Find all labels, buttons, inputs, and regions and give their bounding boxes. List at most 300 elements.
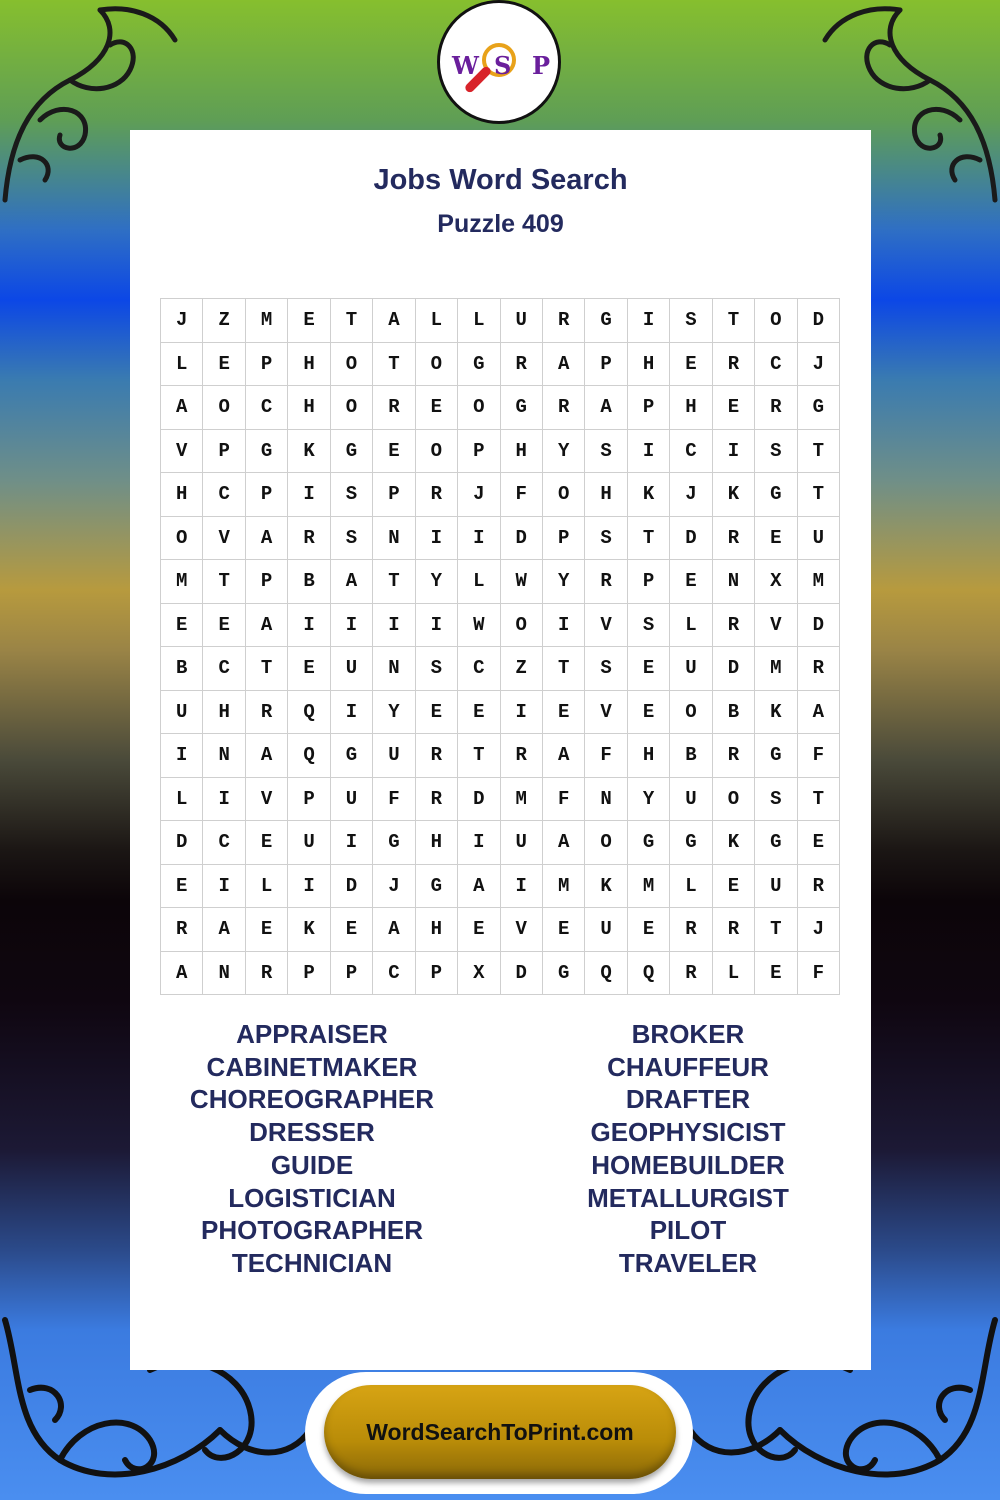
grid-cell[interactable]: I xyxy=(330,821,372,865)
grid-cell[interactable]: U xyxy=(330,647,372,691)
grid-row xyxy=(161,516,840,560)
grid-cell[interactable]: I xyxy=(161,734,203,778)
grid-cell[interactable]: I xyxy=(500,690,542,734)
grid-cell[interactable]: E xyxy=(288,299,330,343)
grid-cell[interactable]: O xyxy=(330,386,372,430)
grid-cell[interactable]: A xyxy=(161,951,203,995)
grid-cell[interactable]: O xyxy=(161,516,203,560)
grid-cell[interactable]: J xyxy=(797,908,839,952)
grid-cell[interactable]: O xyxy=(203,386,245,430)
grid-cell[interactable]: O xyxy=(542,473,584,517)
letter-grid xyxy=(160,298,840,995)
grid-cell[interactable]: L xyxy=(161,342,203,386)
grid-cell[interactable]: N xyxy=(203,951,245,995)
grid-cell[interactable]: Y xyxy=(542,560,584,604)
grid-cell[interactable]: P xyxy=(203,429,245,473)
grid-cell[interactable]: A xyxy=(245,603,287,647)
grid-cell[interactable]: V xyxy=(161,429,203,473)
grid-cell[interactable]: P xyxy=(458,429,500,473)
grid-cell[interactable]: I xyxy=(288,864,330,908)
grid-cell[interactable]: D xyxy=(797,299,839,343)
word-list-item: LOGISTICIAN xyxy=(228,1182,396,1213)
grid-cell[interactable]: A xyxy=(203,908,245,952)
grid-cell[interactable]: R xyxy=(712,908,754,952)
grid-cell[interactable]: T xyxy=(797,429,839,473)
grid-cell[interactable]: Q xyxy=(288,734,330,778)
grid-cell[interactable]: N xyxy=(203,734,245,778)
puzzle-sheet xyxy=(130,130,871,1370)
grid-row xyxy=(161,951,840,995)
grid-cell[interactable]: O xyxy=(415,429,457,473)
grid-cell[interactable]: J xyxy=(373,864,415,908)
grid-cell[interactable]: P xyxy=(288,951,330,995)
grid-cell[interactable]: K xyxy=(627,473,669,517)
grid-row xyxy=(161,603,840,647)
grid-cell[interactable]: S xyxy=(585,429,627,473)
grid-cell[interactable]: W xyxy=(458,603,500,647)
grid-cell[interactable]: B xyxy=(712,690,754,734)
grid-row xyxy=(161,864,840,908)
grid-cell[interactable]: U xyxy=(585,908,627,952)
grid-cell[interactable]: S xyxy=(330,516,372,560)
grid-cell[interactable]: P xyxy=(330,951,372,995)
grid-cell[interactable]: O xyxy=(415,342,457,386)
grid-row xyxy=(161,777,840,821)
grid-cell[interactable]: I xyxy=(542,603,584,647)
wsp-logo xyxy=(437,0,561,124)
grid-cell[interactable]: I xyxy=(203,864,245,908)
grid-cell[interactable]: T xyxy=(373,560,415,604)
grid-cell[interactable]: F xyxy=(797,734,839,778)
grid-cell[interactable]: A xyxy=(161,386,203,430)
grid-cell[interactable]: Y xyxy=(373,690,415,734)
grid-cell[interactable]: P xyxy=(585,342,627,386)
grid-cell[interactable]: H xyxy=(203,690,245,734)
logo-letter-p: P xyxy=(532,51,551,80)
grid-cell[interactable]: L xyxy=(712,951,754,995)
grid-cell[interactable]: D xyxy=(500,516,542,560)
grid-cell[interactable]: R xyxy=(373,386,415,430)
grid-cell[interactable]: O xyxy=(755,299,797,343)
word-list-item: BROKER xyxy=(631,1019,745,1049)
grid-cell[interactable]: O xyxy=(585,821,627,865)
grid-cell[interactable]: R xyxy=(161,908,203,952)
grid-cell[interactable]: E xyxy=(458,908,500,952)
grid-cell[interactable]: R xyxy=(712,603,754,647)
grid-cell[interactable]: P xyxy=(288,777,330,821)
grid-cell[interactable]: D xyxy=(161,821,203,865)
grid-cell[interactable]: H xyxy=(415,908,457,952)
grid-cell[interactable]: R xyxy=(797,864,839,908)
grid-cell[interactable]: R xyxy=(288,516,330,560)
grid-cell[interactable]: H xyxy=(585,473,627,517)
grid-cell[interactable]: G xyxy=(585,299,627,343)
grid-cell[interactable]: C xyxy=(203,647,245,691)
grid-cell[interactable]: R xyxy=(755,386,797,430)
grid-cell[interactable]: R xyxy=(797,647,839,691)
grid-cell[interactable]: S xyxy=(755,429,797,473)
grid-cell[interactable]: Y xyxy=(415,560,457,604)
word-list-item: CABINETMAKER xyxy=(206,1051,418,1082)
website-banner[interactable] xyxy=(324,1385,676,1479)
grid-cell[interactable]: O xyxy=(670,690,712,734)
grid-cell[interactable]: J xyxy=(458,473,500,517)
grid-cell[interactable]: E xyxy=(670,342,712,386)
grid-cell[interactable]: E xyxy=(373,429,415,473)
logo-letter-s: S xyxy=(494,51,512,80)
grid-cell[interactable]: Q xyxy=(627,951,669,995)
grid-cell[interactable]: S xyxy=(585,647,627,691)
grid-row xyxy=(161,908,840,952)
grid-cell[interactable]: R xyxy=(245,690,287,734)
grid-cell[interactable]: A xyxy=(542,734,584,778)
grid-cell[interactable]: K xyxy=(755,690,797,734)
word-list-item: TECHNICIAN xyxy=(231,1247,393,1278)
grid-cell[interactable]: B xyxy=(161,647,203,691)
grid-cell[interactable]: S xyxy=(585,516,627,560)
grid-cell[interactable]: G xyxy=(330,734,372,778)
grid-cell[interactable]: T xyxy=(458,734,500,778)
grid-cell[interactable]: J xyxy=(797,342,839,386)
grid-cell[interactable]: I xyxy=(458,821,500,865)
grid-cell[interactable]: V xyxy=(245,777,287,821)
grid-cell[interactable]: P xyxy=(627,386,669,430)
grid-cell[interactable]: A xyxy=(542,342,584,386)
grid-cell[interactable]: G xyxy=(755,734,797,778)
grid-cell[interactable]: D xyxy=(500,951,542,995)
word-list-item: DRESSER xyxy=(249,1117,375,1148)
grid-cell[interactable]: L xyxy=(245,864,287,908)
grid-row xyxy=(161,429,840,473)
word-list-item: HOMEBUILDER xyxy=(591,1149,785,1180)
word-list-left xyxy=(132,1018,492,1280)
grid-row xyxy=(161,647,840,691)
grid-cell[interactable]: G xyxy=(330,429,372,473)
grid-cell[interactable]: U xyxy=(755,864,797,908)
word-list-item: TRAVELER xyxy=(618,1247,758,1278)
grid-cell[interactable]: Q xyxy=(288,690,330,734)
grid-cell[interactable]: A xyxy=(373,299,415,343)
grid-cell[interactable]: V xyxy=(755,603,797,647)
grid-cell[interactable]: L xyxy=(415,299,457,343)
grid-cell[interactable]: E xyxy=(712,864,754,908)
grid-cell[interactable]: A xyxy=(585,386,627,430)
word-list-right xyxy=(508,1018,868,1280)
grid-cell[interactable]: U xyxy=(500,821,542,865)
grid-cell[interactable]: I xyxy=(330,690,372,734)
grid-cell[interactable]: G xyxy=(542,951,584,995)
grid-cell[interactable]: H xyxy=(288,342,330,386)
grid-cell[interactable]: M xyxy=(245,299,287,343)
grid-cell[interactable]: L xyxy=(161,777,203,821)
grid-cell[interactable]: P xyxy=(245,560,287,604)
grid-cell[interactable]: E xyxy=(755,951,797,995)
grid-cell[interactable]: U xyxy=(797,516,839,560)
grid-row xyxy=(161,821,840,865)
grid-cell[interactable]: E xyxy=(542,908,584,952)
grid-cell[interactable]: B xyxy=(670,734,712,778)
grid-cell[interactable]: E xyxy=(670,560,712,604)
grid-cell[interactable]: R xyxy=(415,734,457,778)
grid-cell[interactable]: A xyxy=(458,864,500,908)
grid-cell[interactable]: E xyxy=(288,647,330,691)
grid-cell[interactable]: C xyxy=(755,342,797,386)
grid-cell[interactable]: F xyxy=(585,734,627,778)
grid-cell[interactable]: E xyxy=(161,864,203,908)
grid-cell[interactable]: U xyxy=(330,777,372,821)
grid-cell[interactable]: I xyxy=(627,429,669,473)
grid-cell[interactable]: H xyxy=(670,386,712,430)
grid-cell[interactable]: E xyxy=(627,647,669,691)
grid-cell[interactable]: D xyxy=(797,603,839,647)
grid-cell[interactable]: A xyxy=(330,560,372,604)
word-list-item: DRAFTER xyxy=(625,1084,751,1115)
grid-cell[interactable]: O xyxy=(712,777,754,821)
grid-cell[interactable]: M xyxy=(797,560,839,604)
grid-cell[interactable]: P xyxy=(245,473,287,517)
grid-cell[interactable]: S xyxy=(755,777,797,821)
grid-cell[interactable]: F xyxy=(797,951,839,995)
grid-cell[interactable]: R xyxy=(415,473,457,517)
grid-cell[interactable]: A xyxy=(373,908,415,952)
grid-cell[interactable]: D xyxy=(458,777,500,821)
grid-cell[interactable]: M xyxy=(500,777,542,821)
grid-cell[interactable]: G xyxy=(245,429,287,473)
grid-cell[interactable]: R xyxy=(670,951,712,995)
grid-row xyxy=(161,386,840,430)
grid-cell[interactable]: U xyxy=(500,299,542,343)
grid-cell[interactable]: R xyxy=(712,342,754,386)
grid-cell[interactable]: G xyxy=(755,473,797,517)
grid-row xyxy=(161,560,840,604)
grid-cell[interactable]: C xyxy=(458,647,500,691)
grid-row xyxy=(161,299,840,343)
grid-cell[interactable]: E xyxy=(203,342,245,386)
grid-cell[interactable]: S xyxy=(330,473,372,517)
grid-cell[interactable]: V xyxy=(203,516,245,560)
grid-cell[interactable]: T xyxy=(245,647,287,691)
grid-cell[interactable]: T xyxy=(203,560,245,604)
grid-cell[interactable]: I xyxy=(330,603,372,647)
grid-cell[interactable]: K xyxy=(712,821,754,865)
grid-cell[interactable]: G xyxy=(373,821,415,865)
word-list-item: APPRAISER xyxy=(236,1019,388,1049)
grid-cell[interactable]: Z xyxy=(500,647,542,691)
grid-cell[interactable]: P xyxy=(245,342,287,386)
grid-cell[interactable]: M xyxy=(542,864,584,908)
grid-row xyxy=(161,473,840,517)
grid-cell[interactable]: E xyxy=(712,386,754,430)
grid-cell[interactable]: K xyxy=(288,429,330,473)
grid-cell[interactable]: E xyxy=(415,386,457,430)
puzzle-title: Jobs Word Search xyxy=(373,164,628,196)
grid-cell[interactable]: E xyxy=(755,516,797,560)
grid-cell[interactable]: X xyxy=(458,951,500,995)
grid-cell[interactable]: R xyxy=(245,951,287,995)
grid-cell[interactable]: T xyxy=(373,342,415,386)
grid-cell[interactable]: U xyxy=(670,647,712,691)
grid-cell[interactable]: S xyxy=(670,299,712,343)
grid-cell[interactable]: I xyxy=(627,299,669,343)
grid-cell[interactable]: I xyxy=(458,516,500,560)
grid-cell[interactable]: S xyxy=(415,647,457,691)
grid-cell[interactable]: A xyxy=(542,821,584,865)
grid-cell[interactable]: K xyxy=(288,908,330,952)
grid-cell[interactable]: J xyxy=(161,299,203,343)
grid-cell[interactable]: M xyxy=(627,864,669,908)
word-list-item: PILOT xyxy=(649,1215,727,1246)
grid-cell[interactable]: E xyxy=(627,908,669,952)
grid-cell[interactable]: P xyxy=(373,473,415,517)
grid-cell[interactable]: O xyxy=(500,603,542,647)
grid-cell[interactable]: E xyxy=(161,603,203,647)
grid-cell[interactable]: E xyxy=(330,908,372,952)
grid-cell[interactable]: F xyxy=(500,473,542,517)
grid-cell[interactable]: C xyxy=(245,386,287,430)
grid-cell[interactable]: N xyxy=(585,777,627,821)
grid-cell[interactable]: E xyxy=(415,690,457,734)
grid-cell[interactable]: C xyxy=(670,429,712,473)
grid-cell[interactable]: H xyxy=(161,473,203,517)
word-list-item: METALLURGIST xyxy=(587,1182,789,1213)
grid-row xyxy=(161,734,840,778)
grid-cell[interactable]: O xyxy=(458,386,500,430)
grid-cell[interactable]: L xyxy=(670,603,712,647)
grid-cell[interactable]: F xyxy=(542,777,584,821)
grid-cell[interactable]: W xyxy=(500,560,542,604)
grid-cell[interactable]: U xyxy=(373,734,415,778)
grid-cell[interactable]: S xyxy=(627,603,669,647)
grid-cell[interactable]: P xyxy=(415,951,457,995)
grid-row xyxy=(161,690,840,734)
grid-cell[interactable]: I xyxy=(203,777,245,821)
grid-cell[interactable]: R xyxy=(585,560,627,604)
grid-cell[interactable]: M xyxy=(755,647,797,691)
grid-cell[interactable]: H xyxy=(627,342,669,386)
grid-cell[interactable]: P xyxy=(627,560,669,604)
grid-cell[interactable]: V xyxy=(585,690,627,734)
grid-cell[interactable]: A xyxy=(797,690,839,734)
grid-cell[interactable]: I xyxy=(288,473,330,517)
grid-cell[interactable]: R xyxy=(542,299,584,343)
grid-cell[interactable]: Y xyxy=(627,777,669,821)
grid-cell[interactable]: B xyxy=(288,560,330,604)
grid-cell[interactable]: Y xyxy=(542,429,584,473)
grid-cell[interactable]: R xyxy=(670,908,712,952)
grid-cell[interactable]: C xyxy=(203,821,245,865)
grid-cell[interactable]: G xyxy=(627,821,669,865)
grid-cell[interactable]: L xyxy=(458,560,500,604)
grid-row xyxy=(161,342,840,386)
grid-cell[interactable]: E xyxy=(542,690,584,734)
grid-cell[interactable]: H xyxy=(500,429,542,473)
grid-cell[interactable]: G xyxy=(458,342,500,386)
grid-cell[interactable]: E xyxy=(245,908,287,952)
grid-cell[interactable]: A xyxy=(245,734,287,778)
grid-cell[interactable]: R xyxy=(500,342,542,386)
grid-cell[interactable]: E xyxy=(458,690,500,734)
grid-cell[interactable]: T xyxy=(712,299,754,343)
grid-cell[interactable]: T xyxy=(542,647,584,691)
grid-cell[interactable]: R xyxy=(712,734,754,778)
grid-cell[interactable]: G xyxy=(755,821,797,865)
grid-cell[interactable]: E xyxy=(245,821,287,865)
grid-cell[interactable]: E xyxy=(627,690,669,734)
word-list-item: CHAUFFEUR xyxy=(607,1051,769,1082)
grid-cell[interactable]: J xyxy=(670,473,712,517)
grid-cell[interactable]: H xyxy=(288,386,330,430)
grid-cell[interactable]: N xyxy=(373,516,415,560)
grid-cell[interactable]: I xyxy=(288,603,330,647)
grid-cell[interactable]: F xyxy=(373,777,415,821)
grid-cell[interactable]: U xyxy=(670,777,712,821)
grid-cell[interactable]: Z xyxy=(203,299,245,343)
grid-cell[interactable]: T xyxy=(627,516,669,560)
grid-cell[interactable]: D xyxy=(670,516,712,560)
grid-cell[interactable]: R xyxy=(542,386,584,430)
logo-letter-w: W xyxy=(452,51,479,80)
grid-cell[interactable]: I xyxy=(500,864,542,908)
word-list-item: PHOTOGRAPHER xyxy=(201,1215,423,1246)
grid-cell[interactable]: K xyxy=(585,864,627,908)
grid-cell[interactable]: R xyxy=(500,734,542,778)
grid-cell[interactable]: V xyxy=(585,603,627,647)
grid-cell[interactable]: Q xyxy=(585,951,627,995)
grid-cell[interactable]: N xyxy=(712,560,754,604)
grid-cell[interactable]: T xyxy=(797,777,839,821)
word-list-item: CHOREOGRAPHER xyxy=(189,1084,435,1115)
grid-cell[interactable]: E xyxy=(797,821,839,865)
grid-cell[interactable]: R xyxy=(712,516,754,560)
grid-cell[interactable]: E xyxy=(203,603,245,647)
grid-cell[interactable]: R xyxy=(415,777,457,821)
grid-cell[interactable]: U xyxy=(161,690,203,734)
grid-cell[interactable]: O xyxy=(330,342,372,386)
grid-cell[interactable]: N xyxy=(373,647,415,691)
grid-cell[interactable]: A xyxy=(245,516,287,560)
grid-cell[interactable]: K xyxy=(712,473,754,517)
grid-cell[interactable]: I xyxy=(373,603,415,647)
website-url[interactable]: WordSearchToPrint.com xyxy=(366,1418,634,1445)
grid-cell[interactable]: L xyxy=(458,299,500,343)
grid-cell[interactable]: G xyxy=(797,386,839,430)
grid-cell[interactable]: C xyxy=(203,473,245,517)
grid-cell[interactable]: T xyxy=(755,908,797,952)
word-list-item: GUIDE xyxy=(270,1149,354,1180)
grid-cell[interactable]: U xyxy=(288,821,330,865)
grid-cell[interactable]: D xyxy=(330,864,372,908)
grid-cell[interactable]: T xyxy=(797,473,839,517)
grid-cell[interactable]: X xyxy=(755,560,797,604)
word-list-item: GEOPHYSICIST xyxy=(590,1117,786,1148)
grid-cell[interactable]: L xyxy=(670,864,712,908)
grid-cell[interactable]: M xyxy=(161,560,203,604)
grid-cell[interactable]: H xyxy=(415,821,457,865)
grid-cell[interactable]: P xyxy=(542,516,584,560)
grid-cell[interactable]: C xyxy=(373,951,415,995)
grid-cell[interactable]: I xyxy=(415,516,457,560)
grid-cell[interactable]: G xyxy=(415,864,457,908)
puzzle-number: Puzzle 409 xyxy=(437,210,564,238)
grid-cell[interactable]: I xyxy=(712,429,754,473)
grid-cell[interactable]: G xyxy=(500,386,542,430)
grid-cell[interactable]: V xyxy=(500,908,542,952)
grid-cell[interactable]: T xyxy=(330,299,372,343)
grid-cell[interactable]: H xyxy=(627,734,669,778)
grid-cell[interactable]: I xyxy=(415,603,457,647)
grid-cell[interactable]: D xyxy=(712,647,754,691)
grid-cell[interactable]: G xyxy=(670,821,712,865)
